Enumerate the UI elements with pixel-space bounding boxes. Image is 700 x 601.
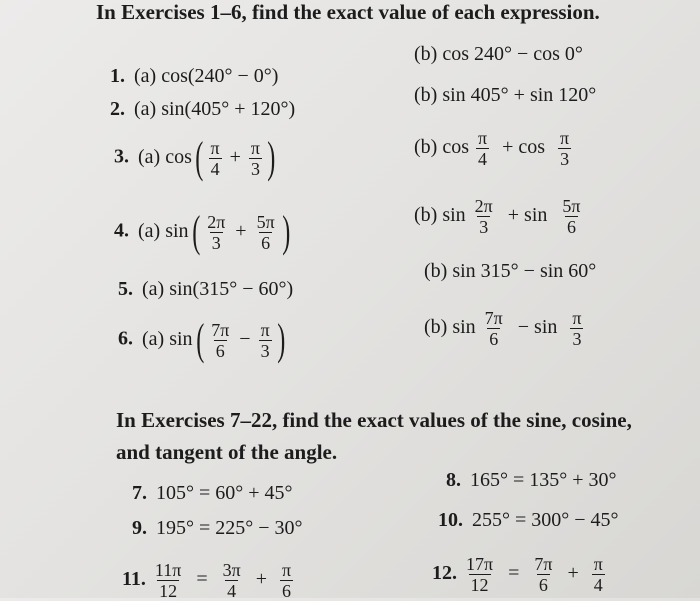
fraction — [249, 138, 262, 179]
operator: + — [235, 219, 247, 242]
denominator: 4 — [478, 149, 488, 169]
denominator: 6 — [538, 575, 548, 595]
operator: + — [229, 145, 241, 168]
exercise-expression: (a) cos(240° − 0°) — [134, 65, 279, 87]
exercise-function: (a) sin — [142, 327, 193, 350]
fraction — [255, 212, 277, 253]
exercise-1a — [110, 64, 278, 88]
operator: + — [567, 562, 579, 585]
numerator: π — [281, 560, 292, 580]
fraction — [560, 196, 582, 237]
fraction — [153, 560, 183, 601]
exercise-expression: 195° = 225° − 30° — [156, 517, 303, 539]
denominator: 6 — [282, 581, 292, 601]
denominator: 12 — [470, 575, 489, 595]
exercise-number: 12. — [432, 562, 457, 585]
fraction — [205, 212, 227, 253]
exercise-1b — [414, 42, 583, 66]
heading-line-1: In Exercises 7–22, find the exact values of the sine, cosine, — [116, 408, 632, 432]
exercise-number: 7. — [132, 482, 147, 504]
exercise-function: (b) cos — [414, 136, 469, 159]
operator: = — [196, 568, 208, 591]
exercise-function: (a) sin — [138, 219, 189, 242]
numerator: 7π — [534, 554, 553, 574]
denominator: 6 — [261, 232, 271, 253]
left-paren: ( — [195, 133, 204, 182]
right-paren: ) — [281, 207, 291, 256]
exercise-expression: 255° = 300° − 45° — [472, 509, 619, 531]
numerator: 2π — [207, 211, 226, 232]
fraction — [483, 308, 505, 349]
exercise-expression: 165° = 135° + 30° — [470, 469, 617, 491]
denominator: 6 — [215, 340, 225, 361]
exercise-expression: (b) sin 405° + sin 120° — [414, 84, 597, 106]
exercise-number: 11. — [122, 568, 146, 591]
denominator: 4 — [227, 581, 237, 601]
operator: − — [239, 327, 251, 350]
exercise-expression: 105° = 60° + 45° — [156, 482, 293, 504]
numerator: π — [260, 319, 270, 340]
fraction — [558, 128, 571, 169]
exercises-7-22-heading — [116, 404, 632, 468]
numerator: 5π — [562, 196, 581, 216]
operator: = — [508, 562, 520, 585]
fraction — [259, 320, 272, 361]
exercise-expression: (b) cos 240° − cos 0° — [414, 43, 583, 65]
exercise-number: 10. — [438, 509, 463, 531]
exercise-7 — [132, 481, 293, 505]
left-paren: ( — [195, 315, 204, 364]
exercise-number: 9. — [132, 517, 147, 539]
exercise-expression: (a) sin(315° − 60°) — [142, 278, 294, 300]
denominator: 3 — [560, 149, 570, 169]
numerator: π — [250, 137, 260, 158]
numerator: 17π — [466, 554, 494, 574]
numerator: 5π — [256, 211, 275, 232]
left-paren: ( — [191, 207, 200, 256]
operator: + cos — [502, 136, 546, 159]
numerator: π — [560, 128, 570, 148]
numerator: π — [593, 554, 603, 574]
heading-line-2: and tangent of the angle. — [116, 440, 338, 464]
exercise-number: 4. — [114, 219, 129, 242]
exercise-11 — [122, 560, 295, 601]
numerator: 2π — [474, 196, 493, 216]
fraction — [570, 308, 583, 349]
exercise-4a — [114, 207, 293, 256]
right-paren: ) — [276, 315, 286, 364]
numerator: 7π — [211, 319, 230, 340]
denominator: 6 — [489, 329, 499, 349]
denominator: 6 — [566, 217, 576, 237]
fraction — [280, 560, 293, 601]
exercise-5b — [424, 259, 596, 283]
denominator: 3 — [260, 340, 270, 361]
exercise-2a — [110, 97, 295, 121]
operator: + — [255, 568, 267, 591]
exercise-number: 2. — [110, 98, 125, 120]
exercise-number: 3. — [114, 145, 129, 168]
denominator: 3 — [250, 158, 260, 179]
fraction — [592, 554, 605, 595]
exercise-8 — [446, 468, 617, 492]
denominator: 3 — [572, 329, 582, 349]
fraction — [221, 560, 243, 601]
fraction — [532, 554, 554, 595]
numerator: π — [572, 308, 582, 328]
exercise-6a — [118, 315, 288, 364]
numerator: π — [210, 137, 220, 158]
exercise-10 — [438, 508, 619, 532]
exercise-function: (a) cos — [138, 145, 192, 168]
numerator: 3π — [222, 560, 241, 580]
exercise-3b — [414, 128, 573, 169]
numerator: 11π — [154, 560, 182, 580]
exercise-number: 8. — [446, 469, 461, 491]
right-paren: ) — [267, 133, 276, 182]
operator: − sin — [517, 316, 558, 339]
exercise-4b — [414, 196, 584, 237]
denominator: 4 — [210, 158, 220, 179]
fraction — [476, 128, 489, 169]
exercise-number: 5. — [118, 278, 133, 300]
operator: + sin — [507, 204, 548, 227]
exercise-function: (b) sin — [424, 316, 476, 339]
exercise-function: (b) sin — [414, 204, 466, 227]
exercise-expression: (a) sin(405° + 120°) — [134, 98, 296, 120]
exercise-number: 1. — [110, 65, 125, 87]
fraction — [209, 320, 231, 361]
denominator: 3 — [211, 232, 221, 253]
exercises-1-6-heading: In Exercises 1–6, find the exact value of each expression. — [96, 0, 600, 24]
fraction — [464, 554, 495, 595]
exercise-number: 6. — [118, 327, 133, 350]
denominator: 3 — [479, 217, 489, 237]
exercise-6b — [424, 308, 585, 349]
denominator: 12 — [159, 581, 178, 601]
numerator: π — [477, 128, 488, 148]
fraction — [209, 138, 222, 179]
exercise-9 — [132, 516, 303, 540]
exercise-5a — [118, 277, 293, 301]
exercise-expression: (b) sin 315° − sin 60° — [424, 260, 597, 282]
exercise-2b — [414, 83, 596, 107]
numerator: 7π — [484, 308, 503, 328]
exercise-12 — [432, 554, 607, 595]
fraction — [473, 196, 495, 237]
denominator: 4 — [593, 575, 603, 595]
exercise-3a — [114, 133, 279, 182]
